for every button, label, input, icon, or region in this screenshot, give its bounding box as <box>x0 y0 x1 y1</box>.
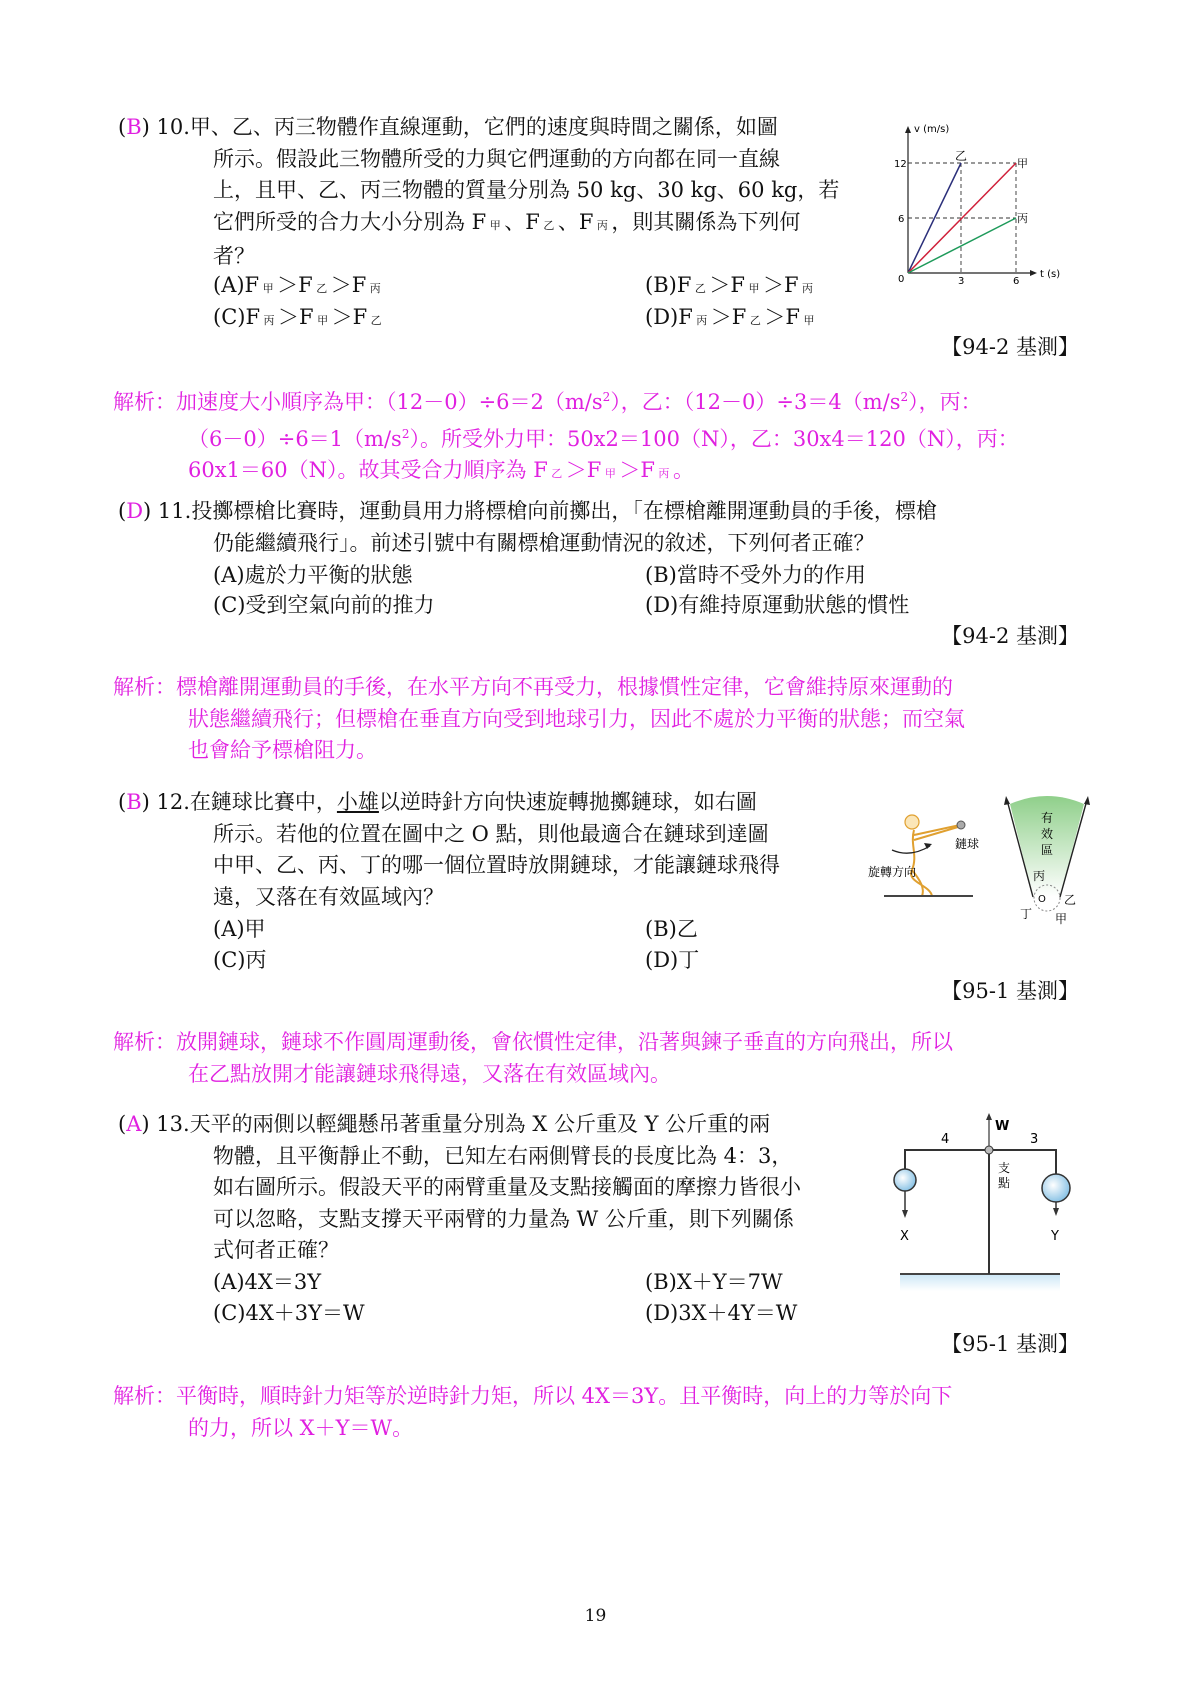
option-b: (B)乙 <box>645 917 698 941</box>
zone-label: 效 <box>1041 827 1054 841</box>
y-tick-label: 6 <box>898 214 905 225</box>
explanation-line: 解析：加速度大小順序為甲：$(12-0)\div 6=2(m/s^2)$，乙：$(12-0)\div 3=4(m/s^2)$，丙： <box>113 390 982 414</box>
option-d: (D)3X＋4Y＝W <box>645 1301 798 1325</box>
direction-label: 旋轉方向 <box>868 865 917 879</box>
question-10: (B) 10.甲、乙、丙三物體作直線運動，它們的速度與時間之關係，如圖 所示。假設此三物體所受的力與它們運動的方向都在同一直線 上，且甲、乙、丙三物體的質量分別為 50 kg、30 kg、60 kg，若 它們所受的合力大小分別為 F 甲 、F 乙 、F 丙 ，則其關係為下列何 者？ <box>118 112 839 273</box>
left-arm-label: 4 <box>941 1132 950 1147</box>
explanation-line: 的力，所以 X＋Y＝W。 <box>188 1415 414 1440</box>
option-a: (A)甲 <box>213 917 266 941</box>
y-axis-arrow <box>905 126 911 133</box>
center-label: O <box>1038 894 1046 905</box>
option-a: (A)處於力平衡的狀態 <box>213 563 413 587</box>
answer: A <box>126 1112 142 1136</box>
hammer-throw-figure <box>860 790 1090 940</box>
right-arm-label: 3 <box>1030 1132 1039 1147</box>
option-a: (A)F 甲 ＞F 乙 ＞F 丙 <box>213 273 381 297</box>
option-a: (A)4X＝3Y <box>213 1270 322 1294</box>
question-13: (A) 13.天平的兩側以輕繩懸吊著重量分別為 X 公斤重及 Y 公斤重的兩 物體，且平衡靜止不動，已知左右兩側臂長的長度比為 4：3， 如右圖所示。假設天平的兩臂重量及支點接觸面的摩擦力皆很小 可以忽略，支點支撐天平兩臂的力量為 W 公斤重，則下列關係 式何者正確？ <box>118 1109 801 1267</box>
question-line: 如右圖所示。假設天平的兩臂重量及支點接觸面的摩擦力皆很小 <box>213 1175 801 1199</box>
point-label-jia: 甲 <box>1055 912 1068 926</box>
thrower-figure <box>884 815 973 896</box>
explanation-13 <box>113 1381 952 1444</box>
option-c: (C)受到空氣向前的推力 <box>213 593 435 617</box>
w-label: W <box>995 1119 1010 1134</box>
question-source: 【95-1 基測】 <box>941 1332 1079 1356</box>
question-line: 所示。假設此三物體所受的力與它們運動的方向都在同一直線 <box>213 146 780 171</box>
question-source: 【94-2 基測】 <box>941 624 1079 648</box>
explanation-line: 狀態繼續飛行；但標槍在垂直方向受到地球引力，因此不處於力平衡的狀態；而空氣 <box>188 706 965 731</box>
explanation-line: 解析：放開鏈球，鏈球不作圓周運動後，會依慣性定律，沿著與鍊子垂直的方向飛出，所以 <box>113 1030 953 1054</box>
explanation-line: 解析：平衡時，順時針力矩等於逆時針力矩，所以 4X＝3Y。且平衡時，向上的力等於向下 <box>113 1384 953 1408</box>
question-line: 甲、乙、丙三物體作直線運動，它們的速度與時間之關係，如圖 <box>189 115 778 139</box>
explanation-10 <box>113 382 1019 490</box>
question-line: 天平的兩側以輕繩懸吊著重量分別為 X 公斤重及 Y 公斤重的兩 <box>189 1112 771 1136</box>
question-12: (B) 12.在鏈球比賽中，小雄以逆時針方向快速旋轉拋擲鏈球，如右圖 所示。若他的位置在圖中之 O 點，則他最適合在鏈球到達圖 中甲、乙、丙、丁的哪一個位置時放開鏈球，才能讓鏈球飛得 遠，又落在有效區域內？ <box>118 787 780 913</box>
zone-label: 有 <box>1041 811 1054 825</box>
option-b: (B)當時不受外力的作用 <box>645 563 866 587</box>
series-bing-line <box>908 218 1016 273</box>
ball-label: 鏈球 <box>955 837 980 851</box>
series-label-yi: 乙 <box>955 149 968 163</box>
velocity-time-graph <box>880 120 1080 290</box>
hammer-ball <box>957 821 965 829</box>
question-number: 10. <box>156 115 190 139</box>
point-label-yi: 乙 <box>1064 893 1077 907</box>
question-line: 者？ <box>213 244 255 268</box>
question-line: 遠，又落在有效區域內？ <box>213 884 444 909</box>
answer: B <box>126 790 142 814</box>
x-tick-label: 6 <box>1013 276 1020 287</box>
point-label-ding: 丁 <box>1020 907 1033 921</box>
question-line: 在鏈球比賽中，小雄以逆時針方向快速旋轉拋擲鏈球，如右圖 <box>189 790 757 814</box>
weight-x <box>894 1169 916 1191</box>
pivot-label: 點 <box>998 1176 1011 1190</box>
beam <box>905 1150 1056 1180</box>
option-d: (D)丁 <box>645 948 700 972</box>
explanation-line: 60x1＝60（N）。故其受合力順序為 F 乙 ＞F 甲 ＞F 丙 。 <box>188 458 694 482</box>
x-tick-label: 3 <box>958 276 965 287</box>
question-line: 式何者正確？ <box>213 1238 339 1262</box>
question-line: 它們所受的合力大小分別為 F 甲 、F 乙 、F 丙 ，則其關係為下列何 <box>213 209 801 234</box>
y-tick-label: 12 <box>894 159 907 170</box>
x-axis-label: t (s) <box>1040 269 1061 280</box>
series-label-jia: 甲 <box>1017 157 1028 170</box>
y-label: Y <box>1051 1229 1059 1244</box>
pivot-label: 支 <box>998 1161 1011 1175</box>
question-source: 【94-2 基測】 <box>941 335 1079 359</box>
explanation-line: 解析：標槍離開運動員的手後，在水平方向不再受力，根據慣性定律，它會維持原來運動的 <box>113 675 953 699</box>
explanation-11 <box>113 672 965 767</box>
question-line: 物體，且平衡靜止不動，已知左右兩側臂長的長度比為 4：3， <box>213 1143 793 1168</box>
explanation-line: $(6-0)\div 6=1(m/s^2)$。所受外力甲：50x2＝100（N），乙：30x4＝120（N），丙： <box>188 426 1019 451</box>
point-label-bing: 丙 <box>1033 869 1046 883</box>
question-number: 13. <box>156 1112 190 1136</box>
x-label: X <box>900 1229 909 1244</box>
explanation-line: 在乙點放開才能讓鏈球飛得遠，又落在有效區域內。 <box>188 1061 671 1086</box>
explanation-12 <box>113 1027 953 1090</box>
weight-y <box>1042 1174 1070 1202</box>
rotation-arrow-icon <box>892 846 930 853</box>
question-line: 仍能繼續飛行」。前述引號中有關標槍運動情況的敘述，下列何者正確？ <box>213 530 875 555</box>
question-line: 投擲標槍比賽時，運動員用力將標槍向前擲出，「在標槍離開運動員的手後，標槍 <box>191 499 937 523</box>
x-axis-arrow <box>1030 270 1037 276</box>
option-d: (D)F 丙 ＞F 乙 ＞F 甲 <box>645 305 815 329</box>
pivot <box>985 1146 993 1154</box>
option-c: (C)F 丙 ＞F 甲 ＞F 乙 <box>213 305 382 329</box>
question-line: 中甲、乙、丙、丁的哪一個位置時放開鏈球，才能讓鏈球飛得 <box>213 853 780 877</box>
option-c: (C)丙 <box>213 948 267 972</box>
option-b: (B)F 乙 ＞F 甲 ＞F 丙 <box>645 273 814 297</box>
y-axis-label: v (m/s) <box>914 124 950 135</box>
option-c: (C)4X＋3Y＝W <box>213 1301 365 1325</box>
question-source: 【95-1 基測】 <box>941 979 1079 1003</box>
option-d: (D)有維持原運動狀態的慣性 <box>645 593 910 617</box>
zone-label: 區 <box>1041 843 1054 857</box>
question-line: 所示。若他的位置在圖中之 O 點，則他最適合在鏈球到達圖 <box>213 821 769 846</box>
balance-figure <box>890 1110 1080 1300</box>
explanation-line: 也會給予標槍阻力。 <box>188 738 377 762</box>
question-11: (D) 11.投擲標槍比賽時，運動員用力將標槍向前擲出，「在標槍離開運動員的手後，標槍 仍能繼續飛行」。前述引號中有關標槍運動情況的敘述，下列何者正確？ <box>118 496 937 559</box>
option-b: (B)X＋Y＝7W <box>645 1270 783 1294</box>
series-label-bing: 丙 <box>1017 212 1028 225</box>
question-line: 可以忽略，支點支撐天平兩臂的力量為 W 公斤重，則下列關係 <box>213 1206 794 1231</box>
question-line: 上，且甲、乙、丙三物體的質量分別為 50 kg、30 kg、60 kg，若 <box>213 178 840 202</box>
answer: B <box>126 115 142 139</box>
question-number: 12. <box>156 790 190 814</box>
question-number: 11. <box>157 499 192 523</box>
y-tick-label: 0 <box>898 274 905 285</box>
page-number: 19 <box>584 1606 607 1626</box>
answer: D <box>126 499 144 523</box>
